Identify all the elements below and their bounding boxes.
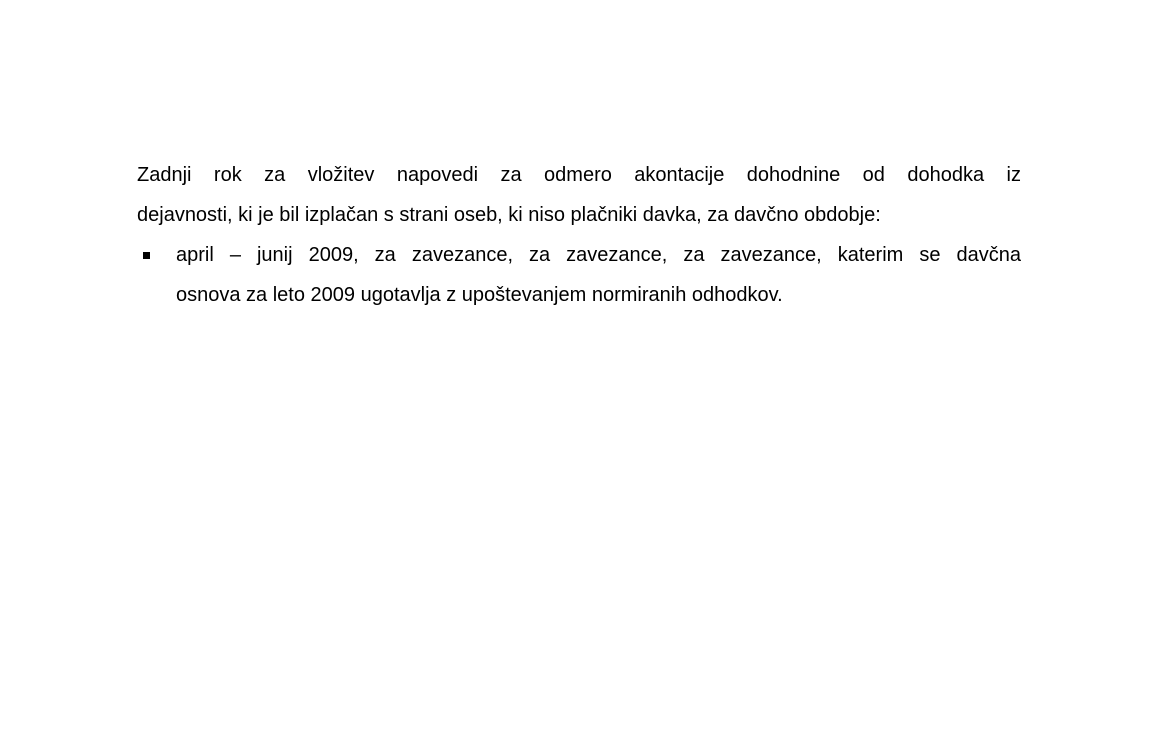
square-bullet-icon <box>143 252 150 259</box>
bullet-line-2: osnova za leto 2009 ugotavlja z upoštevanjem normiranih odhodkov. <box>176 284 783 306</box>
intro-paragraph-line-1: Zadnji rok za vložitev napovedi za odmero akontacije dohodnine od dohodka iz <box>137 164 1021 186</box>
document-page <box>137 155 1021 315</box>
bullet-list-item <box>137 235 1021 315</box>
intro-paragraph-line-2: dejavnosti, ki je bil izplačan s strani oseb, ki niso plačniki davka, za davčno obdobje: <box>137 204 881 226</box>
bullet-item-text <box>176 235 1021 315</box>
bullet-line-1: april – junij 2009, za zavezance, za zavezance, za zavezance, katerim se davčna <box>176 244 1021 266</box>
intro-paragraph <box>137 155 1021 235</box>
